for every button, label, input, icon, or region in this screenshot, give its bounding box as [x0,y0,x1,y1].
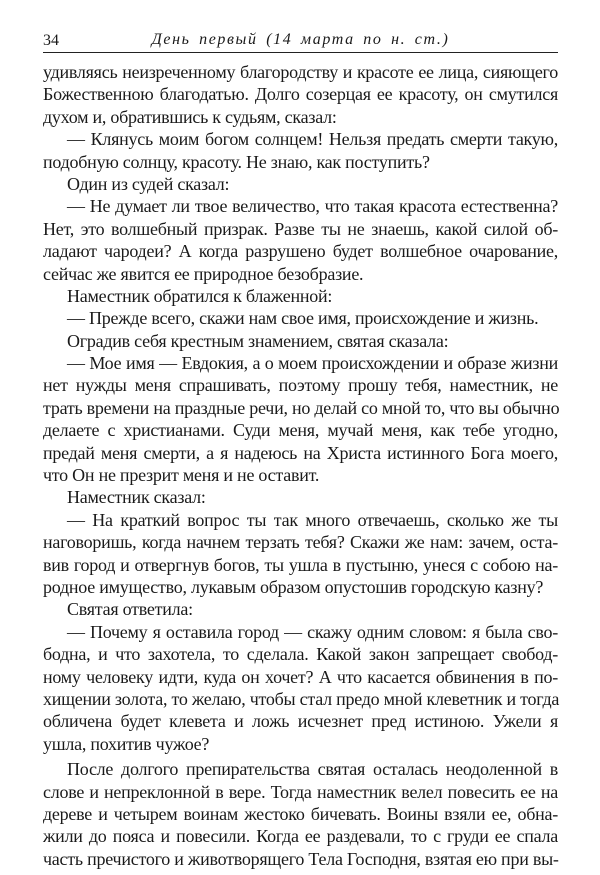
text-line: бодна, и что захотела, то сделала. Какой закон запрещает свобод- [43,644,558,665]
text-line: что Он не презрит меня и не оставит. [43,465,320,486]
text-line: Божественною благодатью. Долго созерцая ее красоту, он смутился [43,84,558,105]
text-line: духом и, обратившись к судьям, сказал: [43,106,337,127]
text-line: подобную солнцу, красоту. Не знаю, как поступить? [43,151,430,172]
running-header [43,30,558,53]
text-line: — Не думает ли твое величество, что такая красота естественна? [67,196,558,217]
text-line: дереве и четырем воинам жестоко бичевать. Воины взяли ее, обна- [43,803,558,824]
text-line: ладают чародеи? А когда разрушено будет волшебное очарование, [43,241,558,262]
text-line: ушла, похитив чужое? [43,733,210,754]
text-line: Наместник обратился к блаженной: [67,285,333,306]
text-line: — Прежде всего, скажи нам свое имя, происхождение и жизнь. [67,308,539,329]
text-line: Один из судей сказал: [67,173,230,194]
text-line: обличена будет клевета и ложь исчезнет пред истиною. Ужели я [43,711,558,732]
text-line: часть пречистого и животворящего Тела Господня, взятая ею при вы- [43,848,559,869]
text-line: наговоришь, когда начнем терзать тебя? Скажи же нам: зачем, оста- [43,532,558,553]
text-line: нет нужды меня спрашивать, поэтому прошу тебя, наместник, не [43,375,558,396]
page-body-text [43,61,558,870]
page-number: 34 [43,32,59,49]
text-line: сейчас же явится ее природное безобразие. [43,263,364,284]
text-line: предай меня смерти, а я надеюсь на Христа истинного Бога моего, [43,442,558,463]
running-title: День первый (14 марта по н. ст.) [151,31,450,48]
text-line: Наместник сказал: [67,487,206,508]
text-line: — Клянусь моим богом солнцем! Нельзя предать смерти такую, [67,129,558,150]
text-line: ному человеку идти, куда он хочет? А что касается обвинения в по- [43,666,558,687]
text-line: родное имущество, лукавым образом опустошив городскую казну? [43,576,544,597]
text-line: делаете с христианами. Суди меня, мучай меня, как тебе угодно, [43,420,558,441]
text-line: После долгого препирательства святая осталась неодоленной в [67,759,558,780]
text-line: — Почему я оставила город — скажу одним словом: я была сво- [67,621,558,642]
text-line: слове и непреклонной в вере. Тогда наместник велел повесить ее на [43,781,558,802]
text-line: хищении золота, то желаю, чтобы стал предо мной клеветник и тогда [43,688,560,709]
text-line: Святая ответила: [67,599,193,620]
text-line: Оградив себя крестным знамением, святая сказала: [67,330,449,351]
text-line: вив город и отвергнув богов, ты ушла в пустыню, унеся с собою на- [43,554,558,575]
text-line: Нет, это волшебный призрак. Разве ты не знаешь, какой силой об- [43,218,558,239]
text-line: удивляясь неизреченному благородству и красоте ее лица, сияющего [43,62,558,82]
text-line: — Мое имя — Евдокия, а о моем происхождении и образе жизни [67,353,558,374]
text-line: трать времени на праздные речи, но делай со мной то, что вы обычно [43,397,560,418]
text-line: — На краткий вопрос ты так много отвечаешь, сколько же ты [67,509,558,530]
text-line: жили до пояса и повесили. Когда ее раздевали, то с груди ее спала [43,826,558,847]
